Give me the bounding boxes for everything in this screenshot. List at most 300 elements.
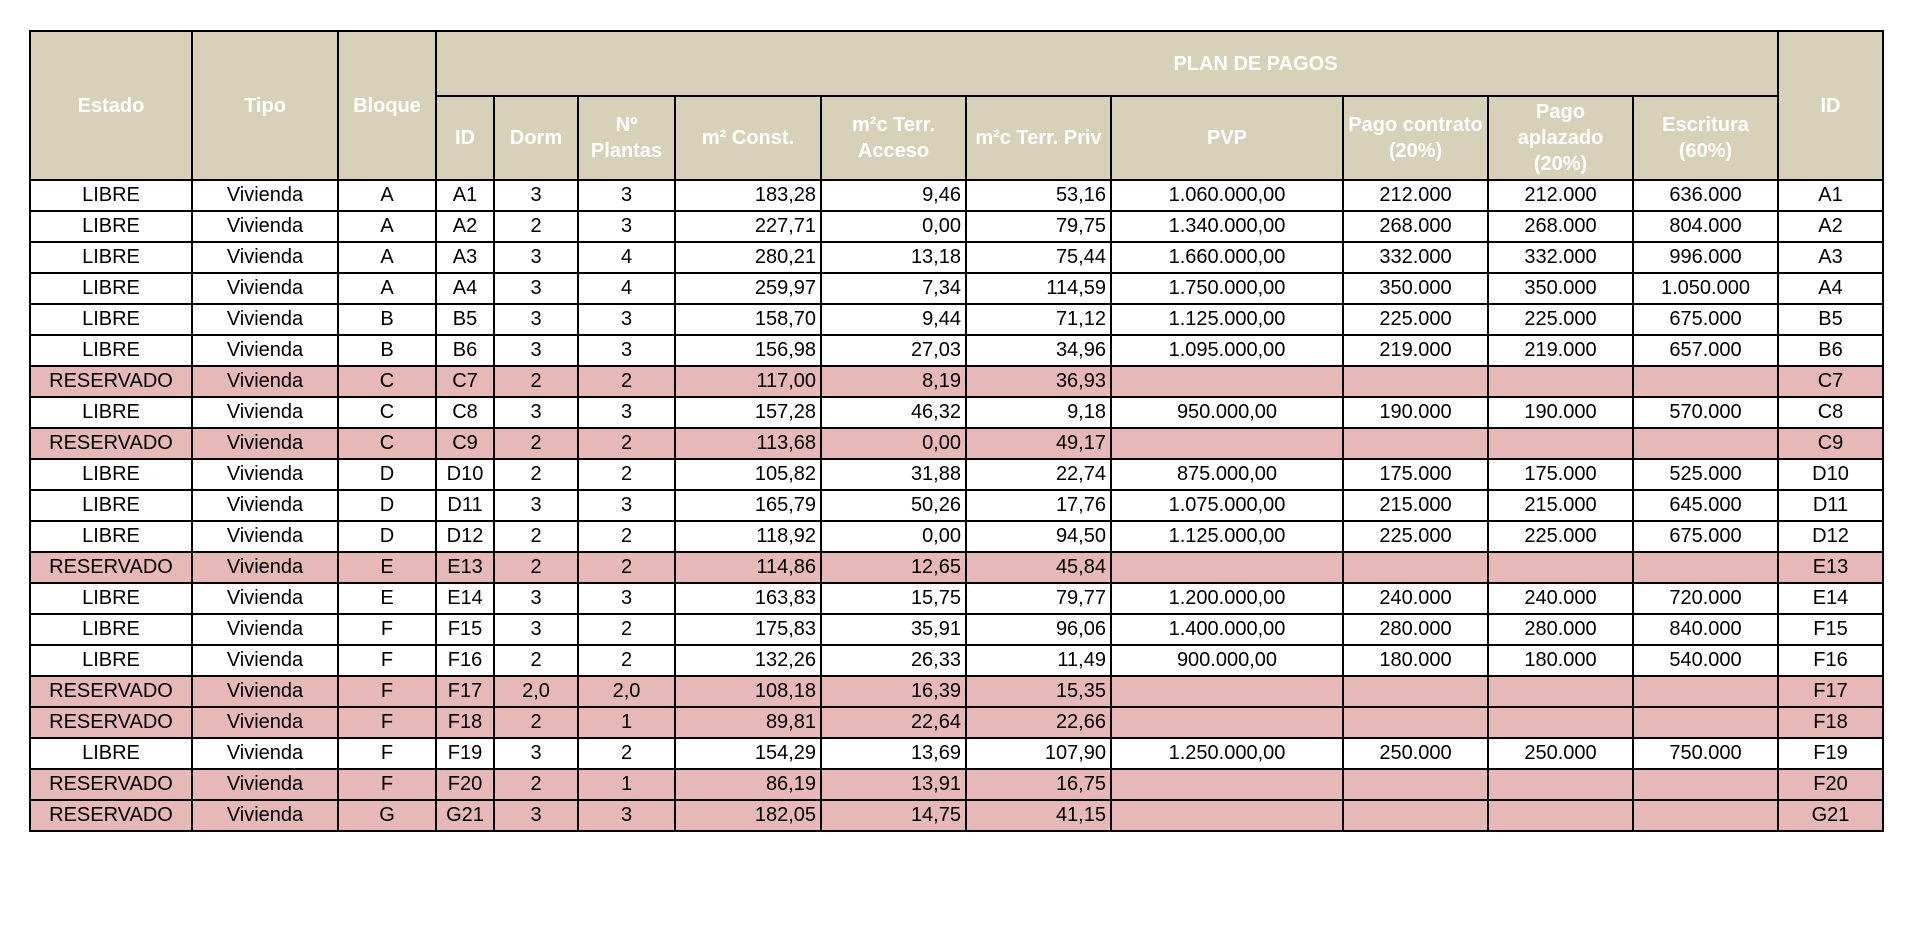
cell-m2c-priv: 9,18 xyxy=(966,397,1111,428)
cell-escritura xyxy=(1633,769,1778,800)
cell-estado: RESERVADO xyxy=(30,769,192,800)
cell-estado: RESERVADO xyxy=(30,800,192,831)
cell-id-right: F17 xyxy=(1778,676,1883,707)
cell-tipo: Vivienda xyxy=(192,490,338,521)
cell-pago-contrato: 350.000 xyxy=(1343,273,1488,304)
cell-bloque: E xyxy=(338,552,436,583)
header-escritura: Escritura (60%) xyxy=(1633,96,1778,180)
header-id: ID xyxy=(436,96,494,180)
cell-pvp: 1.750.000,00 xyxy=(1111,273,1343,304)
cell-tipo: Vivienda xyxy=(192,800,338,831)
cell-dorm: 3 xyxy=(494,180,578,211)
cell-pvp: 900.000,00 xyxy=(1111,645,1343,676)
cell-pvp xyxy=(1111,366,1343,397)
cell-pvp: 1.340.000,00 xyxy=(1111,211,1343,242)
table-row xyxy=(30,428,1883,459)
cell-bloque: F xyxy=(338,769,436,800)
header-dorm: Dorm xyxy=(494,96,578,180)
cell-dorm: 3 xyxy=(494,614,578,645)
header-plan-de-pagos: PLAN DE PAGOS xyxy=(436,31,1778,96)
cell-tipo: Vivienda xyxy=(192,459,338,490)
header-pago-contrato: Pago contrato (20%) xyxy=(1343,96,1488,180)
cell-m2c-priv: 15,35 xyxy=(966,676,1111,707)
cell-bloque: A xyxy=(338,180,436,211)
cell-plantas: 4 xyxy=(578,242,675,273)
cell-escritura: 804.000 xyxy=(1633,211,1778,242)
cell-pago-contrato: 332.000 xyxy=(1343,242,1488,273)
cell-bloque: C xyxy=(338,397,436,428)
cell-bloque: F xyxy=(338,676,436,707)
cell-id-right: B6 xyxy=(1778,335,1883,366)
cell-m2c-acceso: 27,03 xyxy=(821,335,966,366)
cell-estado: LIBRE xyxy=(30,242,192,273)
cell-escritura xyxy=(1633,800,1778,831)
cell-m2-const: 108,18 xyxy=(675,676,821,707)
table-row xyxy=(30,335,1883,366)
cell-plantas: 2 xyxy=(578,738,675,769)
cell-escritura: 840.000 xyxy=(1633,614,1778,645)
cell-id: A2 xyxy=(436,211,494,242)
cell-pvp: 1.060.000,00 xyxy=(1111,180,1343,211)
cell-pago-contrato: 268.000 xyxy=(1343,211,1488,242)
cell-bloque: A xyxy=(338,273,436,304)
cell-pago-contrato: 280.000 xyxy=(1343,614,1488,645)
cell-tipo: Vivienda xyxy=(192,211,338,242)
cell-plantas: 2 xyxy=(578,521,675,552)
cell-escritura: 675.000 xyxy=(1633,304,1778,335)
cell-escritura: 636.000 xyxy=(1633,180,1778,211)
cell-plantas: 2 xyxy=(578,614,675,645)
cell-escritura xyxy=(1633,366,1778,397)
cell-dorm: 3 xyxy=(494,490,578,521)
header-m2c-acceso: m²c Terr. Acceso xyxy=(821,96,966,180)
cell-m2c-acceso: 13,18 xyxy=(821,242,966,273)
cell-escritura xyxy=(1633,676,1778,707)
cell-bloque: F xyxy=(338,707,436,738)
cell-plantas: 3 xyxy=(578,335,675,366)
cell-m2c-acceso: 13,91 xyxy=(821,769,966,800)
cell-pago-contrato xyxy=(1343,769,1488,800)
cell-id-right: C9 xyxy=(1778,428,1883,459)
cell-pago-contrato: 225.000 xyxy=(1343,521,1488,552)
cell-tipo: Vivienda xyxy=(192,614,338,645)
cell-estado: LIBRE xyxy=(30,738,192,769)
cell-bloque: E xyxy=(338,583,436,614)
table-row xyxy=(30,211,1883,242)
cell-m2c-acceso: 35,91 xyxy=(821,614,966,645)
cell-id-right: B5 xyxy=(1778,304,1883,335)
cell-dorm: 2 xyxy=(494,769,578,800)
header-estado: Estado xyxy=(30,31,192,180)
cell-m2-const: 182,05 xyxy=(675,800,821,831)
cell-plantas: 4 xyxy=(578,273,675,304)
cell-plantas: 1 xyxy=(578,769,675,800)
cell-m2c-priv: 94,50 xyxy=(966,521,1111,552)
cell-escritura: 675.000 xyxy=(1633,521,1778,552)
cell-tipo: Vivienda xyxy=(192,428,338,459)
cell-escritura: 750.000 xyxy=(1633,738,1778,769)
table-row xyxy=(30,397,1883,428)
cell-m2c-priv: 107,90 xyxy=(966,738,1111,769)
cell-pago-aplazado xyxy=(1488,676,1633,707)
cell-m2c-acceso: 31,88 xyxy=(821,459,966,490)
cell-estado: LIBRE xyxy=(30,459,192,490)
table-row xyxy=(30,614,1883,645)
cell-bloque: B xyxy=(338,304,436,335)
cell-pago-aplazado: 332.000 xyxy=(1488,242,1633,273)
cell-estado: LIBRE xyxy=(30,645,192,676)
cell-pago-aplazado xyxy=(1488,366,1633,397)
cell-dorm: 3 xyxy=(494,738,578,769)
cell-m2-const: 118,92 xyxy=(675,521,821,552)
cell-m2c-priv: 75,44 xyxy=(966,242,1111,273)
cell-id-right: A4 xyxy=(1778,273,1883,304)
cell-dorm: 2 xyxy=(494,552,578,583)
cell-id: C7 xyxy=(436,366,494,397)
cell-pago-contrato: 225.000 xyxy=(1343,304,1488,335)
cell-estado: RESERVADO xyxy=(30,707,192,738)
cell-pago-contrato: 240.000 xyxy=(1343,583,1488,614)
cell-id-right: F20 xyxy=(1778,769,1883,800)
cell-pvp xyxy=(1111,769,1343,800)
cell-dorm: 2 xyxy=(494,211,578,242)
cell-pago-contrato: 215.000 xyxy=(1343,490,1488,521)
cell-dorm: 3 xyxy=(494,273,578,304)
cell-plantas: 3 xyxy=(578,397,675,428)
cell-id: A4 xyxy=(436,273,494,304)
cell-m2-const: 280,21 xyxy=(675,242,821,273)
cell-pago-contrato xyxy=(1343,428,1488,459)
header-pvp: PVP xyxy=(1111,96,1343,180)
cell-pago-aplazado xyxy=(1488,707,1633,738)
cell-bloque: B xyxy=(338,335,436,366)
cell-dorm: 2 xyxy=(494,459,578,490)
cell-plantas: 2,0 xyxy=(578,676,675,707)
cell-id-right: E13 xyxy=(1778,552,1883,583)
table-row xyxy=(30,304,1883,335)
cell-bloque: D xyxy=(338,459,436,490)
cell-dorm: 2,0 xyxy=(494,676,578,707)
cell-pago-aplazado: 215.000 xyxy=(1488,490,1633,521)
cell-pvp xyxy=(1111,707,1343,738)
cell-dorm: 2 xyxy=(494,366,578,397)
cell-tipo: Vivienda xyxy=(192,583,338,614)
cell-pvp: 875.000,00 xyxy=(1111,459,1343,490)
cell-m2c-priv: 71,12 xyxy=(966,304,1111,335)
cell-m2c-acceso: 16,39 xyxy=(821,676,966,707)
cell-m2-const: 165,79 xyxy=(675,490,821,521)
cell-estado: LIBRE xyxy=(30,304,192,335)
header-pago-aplazado: Pago aplazado (20%) xyxy=(1488,96,1633,180)
cell-m2c-acceso: 8,19 xyxy=(821,366,966,397)
cell-tipo: Vivienda xyxy=(192,738,338,769)
cell-pago-contrato: 180.000 xyxy=(1343,645,1488,676)
cell-m2c-priv: 79,75 xyxy=(966,211,1111,242)
cell-pvp: 1.125.000,00 xyxy=(1111,304,1343,335)
cell-m2-const: 117,00 xyxy=(675,366,821,397)
cell-pago-aplazado: 212.000 xyxy=(1488,180,1633,211)
table-row xyxy=(30,459,1883,490)
cell-m2c-acceso: 22,64 xyxy=(821,707,966,738)
header-id-right: ID xyxy=(1778,31,1883,180)
cell-m2-const: 259,97 xyxy=(675,273,821,304)
header-m2-const: m² Const. xyxy=(675,96,821,180)
cell-plantas: 3 xyxy=(578,304,675,335)
cell-m2c-priv: 49,17 xyxy=(966,428,1111,459)
cell-bloque: F xyxy=(338,738,436,769)
cell-plantas: 2 xyxy=(578,645,675,676)
table-row xyxy=(30,180,1883,211)
cell-pvp xyxy=(1111,676,1343,707)
cell-tipo: Vivienda xyxy=(192,707,338,738)
table-row xyxy=(30,490,1883,521)
cell-escritura xyxy=(1633,428,1778,459)
cell-tipo: Vivienda xyxy=(192,769,338,800)
cell-tipo: Vivienda xyxy=(192,397,338,428)
cell-id-right: E14 xyxy=(1778,583,1883,614)
cell-estado: LIBRE xyxy=(30,335,192,366)
cell-escritura: 1.050.000 xyxy=(1633,273,1778,304)
cell-m2c-priv: 96,06 xyxy=(966,614,1111,645)
cell-pago-aplazado: 280.000 xyxy=(1488,614,1633,645)
table-header xyxy=(30,31,1883,180)
cell-pago-aplazado: 225.000 xyxy=(1488,304,1633,335)
cell-pago-aplazado: 350.000 xyxy=(1488,273,1633,304)
cell-pago-contrato: 212.000 xyxy=(1343,180,1488,211)
cell-m2c-acceso: 12,65 xyxy=(821,552,966,583)
cell-m2-const: 175,83 xyxy=(675,614,821,645)
cell-m2c-priv: 22,74 xyxy=(966,459,1111,490)
cell-dorm: 3 xyxy=(494,800,578,831)
cell-pago-aplazado: 175.000 xyxy=(1488,459,1633,490)
cell-plantas: 2 xyxy=(578,552,675,583)
cell-id-right: F15 xyxy=(1778,614,1883,645)
cell-estado: RESERVADO xyxy=(30,676,192,707)
header-m2c-priv: m²c Terr. Priv xyxy=(966,96,1111,180)
cell-id: F17 xyxy=(436,676,494,707)
cell-m2c-acceso: 15,75 xyxy=(821,583,966,614)
cell-estado: RESERVADO xyxy=(30,428,192,459)
cell-pago-aplazado xyxy=(1488,769,1633,800)
cell-plantas: 3 xyxy=(578,583,675,614)
table-row xyxy=(30,552,1883,583)
cell-escritura xyxy=(1633,707,1778,738)
cell-tipo: Vivienda xyxy=(192,521,338,552)
availability-table xyxy=(29,30,1884,832)
cell-m2-const: 163,83 xyxy=(675,583,821,614)
cell-m2c-priv: 45,84 xyxy=(966,552,1111,583)
cell-m2c-priv: 17,76 xyxy=(966,490,1111,521)
cell-id: F19 xyxy=(436,738,494,769)
cell-bloque: A xyxy=(338,242,436,273)
cell-dorm: 2 xyxy=(494,428,578,459)
cell-bloque: G xyxy=(338,800,436,831)
cell-id: F15 xyxy=(436,614,494,645)
cell-pago-aplazado: 250.000 xyxy=(1488,738,1633,769)
cell-pago-aplazado: 240.000 xyxy=(1488,583,1633,614)
table-row xyxy=(30,242,1883,273)
cell-estado: LIBRE xyxy=(30,397,192,428)
cell-m2c-acceso: 0,00 xyxy=(821,211,966,242)
cell-estado: RESERVADO xyxy=(30,366,192,397)
cell-pago-contrato xyxy=(1343,676,1488,707)
table-row xyxy=(30,769,1883,800)
cell-bloque: C xyxy=(338,428,436,459)
cell-m2c-priv: 36,93 xyxy=(966,366,1111,397)
cell-escritura: 645.000 xyxy=(1633,490,1778,521)
cell-dorm: 2 xyxy=(494,521,578,552)
cell-pvp xyxy=(1111,800,1343,831)
cell-m2-const: 86,19 xyxy=(675,769,821,800)
cell-id-right: F16 xyxy=(1778,645,1883,676)
cell-id: F16 xyxy=(436,645,494,676)
cell-estado: LIBRE xyxy=(30,583,192,614)
cell-pago-aplazado xyxy=(1488,428,1633,459)
table-body xyxy=(30,180,1883,831)
cell-dorm: 3 xyxy=(494,583,578,614)
cell-pago-aplazado: 190.000 xyxy=(1488,397,1633,428)
cell-escritura xyxy=(1633,552,1778,583)
cell-tipo: Vivienda xyxy=(192,273,338,304)
cell-pvp xyxy=(1111,552,1343,583)
cell-m2-const: 227,71 xyxy=(675,211,821,242)
cell-m2-const: 113,68 xyxy=(675,428,821,459)
cell-id: F20 xyxy=(436,769,494,800)
cell-id-right: C7 xyxy=(1778,366,1883,397)
cell-m2-const: 105,82 xyxy=(675,459,821,490)
cell-bloque: D xyxy=(338,490,436,521)
cell-pvp: 1.660.000,00 xyxy=(1111,242,1343,273)
cell-plantas: 3 xyxy=(578,490,675,521)
cell-pago-aplazado: 268.000 xyxy=(1488,211,1633,242)
cell-estado: LIBRE xyxy=(30,180,192,211)
cell-pago-aplazado: 180.000 xyxy=(1488,645,1633,676)
cell-m2-const: 132,26 xyxy=(675,645,821,676)
cell-m2c-priv: 79,77 xyxy=(966,583,1111,614)
cell-pvp: 950.000,00 xyxy=(1111,397,1343,428)
cell-plantas: 1 xyxy=(578,707,675,738)
table-row xyxy=(30,521,1883,552)
cell-escritura: 720.000 xyxy=(1633,583,1778,614)
cell-id: G21 xyxy=(436,800,494,831)
table-row xyxy=(30,738,1883,769)
cell-dorm: 3 xyxy=(494,304,578,335)
cell-escritura: 570.000 xyxy=(1633,397,1778,428)
cell-pago-contrato: 190.000 xyxy=(1343,397,1488,428)
cell-estado: LIBRE xyxy=(30,521,192,552)
cell-id-right: D12 xyxy=(1778,521,1883,552)
table-row xyxy=(30,800,1883,831)
cell-m2c-priv: 22,66 xyxy=(966,707,1111,738)
cell-bloque: F xyxy=(338,614,436,645)
cell-pago-contrato xyxy=(1343,800,1488,831)
cell-pago-aplazado xyxy=(1488,800,1633,831)
cell-dorm: 2 xyxy=(494,707,578,738)
cell-id-right: C8 xyxy=(1778,397,1883,428)
cell-id: E13 xyxy=(436,552,494,583)
cell-pvp: 1.200.000,00 xyxy=(1111,583,1343,614)
cell-m2c-acceso: 14,75 xyxy=(821,800,966,831)
cell-tipo: Vivienda xyxy=(192,335,338,366)
cell-pago-contrato: 219.000 xyxy=(1343,335,1488,366)
cell-pago-contrato xyxy=(1343,366,1488,397)
cell-escritura: 525.000 xyxy=(1633,459,1778,490)
cell-pvp: 1.400.000,00 xyxy=(1111,614,1343,645)
cell-id: E14 xyxy=(436,583,494,614)
cell-m2c-acceso: 0,00 xyxy=(821,428,966,459)
cell-dorm: 2 xyxy=(494,645,578,676)
cell-id: F18 xyxy=(436,707,494,738)
cell-estado: LIBRE xyxy=(30,614,192,645)
cell-m2-const: 183,28 xyxy=(675,180,821,211)
table-row xyxy=(30,707,1883,738)
cell-m2c-priv: 34,96 xyxy=(966,335,1111,366)
cell-pago-aplazado: 219.000 xyxy=(1488,335,1633,366)
availability-table-container xyxy=(29,30,1884,832)
cell-dorm: 3 xyxy=(494,397,578,428)
cell-id: D10 xyxy=(436,459,494,490)
cell-tipo: Vivienda xyxy=(192,676,338,707)
cell-escritura: 996.000 xyxy=(1633,242,1778,273)
cell-m2c-priv: 114,59 xyxy=(966,273,1111,304)
cell-id: B6 xyxy=(436,335,494,366)
cell-id-right: D11 xyxy=(1778,490,1883,521)
cell-estado: RESERVADO xyxy=(30,552,192,583)
cell-id: B5 xyxy=(436,304,494,335)
cell-m2c-priv: 16,75 xyxy=(966,769,1111,800)
cell-dorm: 3 xyxy=(494,242,578,273)
cell-m2-const: 114,86 xyxy=(675,552,821,583)
cell-estado: LIBRE xyxy=(30,490,192,521)
cell-id-right: A3 xyxy=(1778,242,1883,273)
cell-id: C8 xyxy=(436,397,494,428)
table-row xyxy=(30,676,1883,707)
cell-id-right: D10 xyxy=(1778,459,1883,490)
cell-tipo: Vivienda xyxy=(192,242,338,273)
cell-id-right: A2 xyxy=(1778,211,1883,242)
header-bloque: Bloque xyxy=(338,31,436,180)
cell-m2c-acceso: 50,26 xyxy=(821,490,966,521)
cell-bloque: D xyxy=(338,521,436,552)
cell-id: D11 xyxy=(436,490,494,521)
cell-m2c-acceso: 46,32 xyxy=(821,397,966,428)
cell-plantas: 2 xyxy=(578,459,675,490)
cell-m2c-acceso: 9,44 xyxy=(821,304,966,335)
cell-id: C9 xyxy=(436,428,494,459)
cell-m2-const: 89,81 xyxy=(675,707,821,738)
cell-pago-contrato xyxy=(1343,707,1488,738)
cell-escritura: 657.000 xyxy=(1633,335,1778,366)
header-plantas: Nº Plantas xyxy=(578,96,675,180)
cell-m2c-priv: 41,15 xyxy=(966,800,1111,831)
cell-estado: LIBRE xyxy=(30,273,192,304)
cell-m2c-acceso: 7,34 xyxy=(821,273,966,304)
header-tipo: Tipo xyxy=(192,31,338,180)
cell-plantas: 2 xyxy=(578,366,675,397)
cell-m2c-priv: 11,49 xyxy=(966,645,1111,676)
cell-tipo: Vivienda xyxy=(192,180,338,211)
cell-bloque: C xyxy=(338,366,436,397)
cell-m2-const: 156,98 xyxy=(675,335,821,366)
cell-id-right: F19 xyxy=(1778,738,1883,769)
cell-id: A3 xyxy=(436,242,494,273)
cell-tipo: Vivienda xyxy=(192,304,338,335)
cell-bloque: F xyxy=(338,645,436,676)
cell-pvp xyxy=(1111,428,1343,459)
table-row xyxy=(30,583,1883,614)
cell-pvp: 1.095.000,00 xyxy=(1111,335,1343,366)
table-row xyxy=(30,273,1883,304)
